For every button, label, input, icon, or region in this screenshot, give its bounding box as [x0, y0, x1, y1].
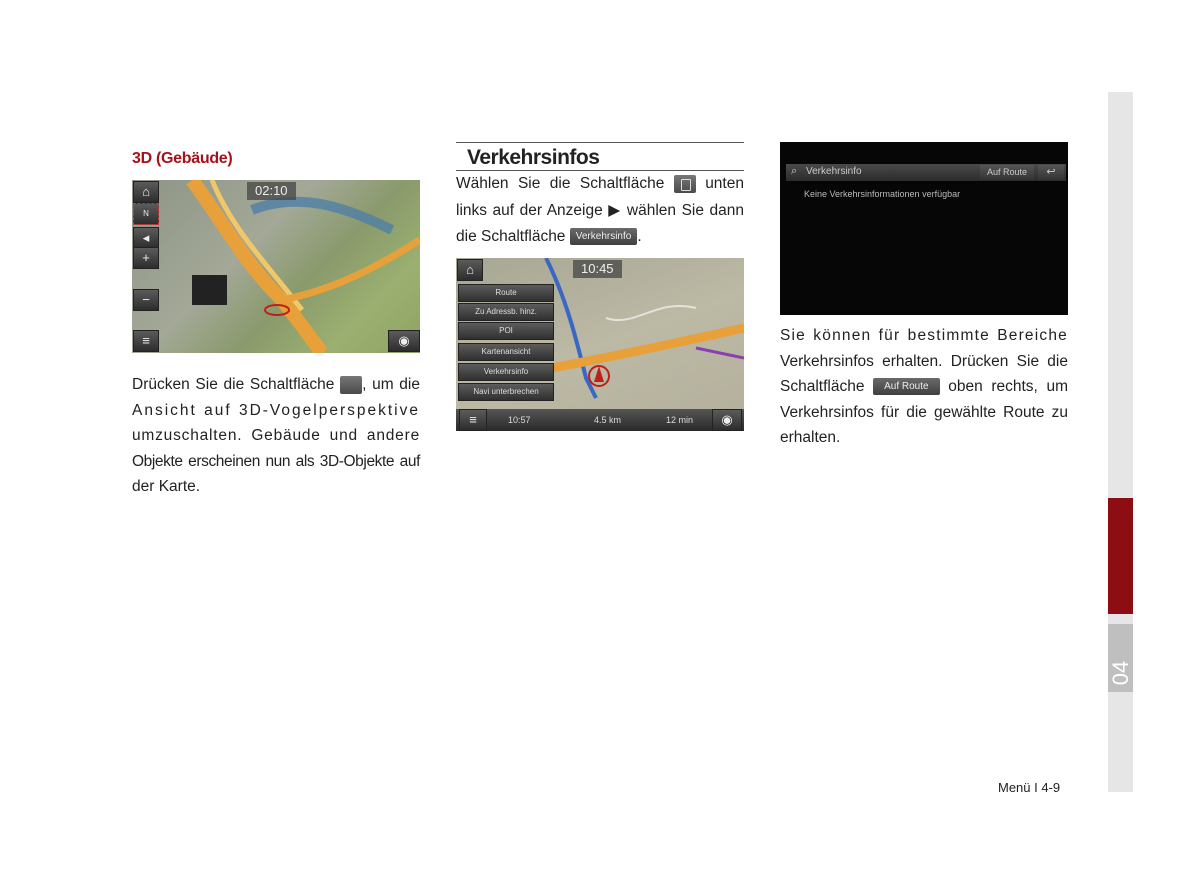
para-3d-line3: umzuschalten. Gebäude und andere [132, 427, 420, 444]
auf-route-button-image: Auf Route [873, 378, 939, 395]
screenshot-3d-map [132, 180, 420, 353]
para-rt-line1: Sie können für bestimmte Bereiche [780, 327, 1068, 344]
menu-item-add-addressbook[interactable]: Zu Adressb. hinz. [458, 303, 554, 321]
menu-list-icon[interactable]: ≡ [133, 330, 159, 352]
remaining-distance: 4.5 km [594, 415, 622, 425]
menu-item-kartenansicht[interactable]: Kartenansicht [458, 343, 554, 361]
para-vk-line2: links auf der Anzeige ▶ wählen Sie dann [456, 201, 744, 219]
volume-icon[interactable]: ◂ [133, 227, 159, 249]
page-footer: Menü I 4-9 [998, 780, 1061, 795]
para-verkehrsinfos [456, 171, 744, 249]
auf-route-button[interactable]: Auf Route [980, 165, 1034, 180]
home-icon[interactable]: ⌂ [133, 181, 159, 203]
para-3d-line1: Drücken Sie die Schaltfläche , um die [132, 376, 420, 393]
menu-list-icon[interactable]: ≡ [459, 409, 487, 431]
back-button[interactable]: ↩ [1038, 165, 1064, 180]
section-heading-verkehrsinfos [456, 142, 744, 171]
para-rt-line4: Verkehrsinfos für die gewählte Route zu [780, 403, 1068, 421]
nav-bottom-bar [456, 409, 744, 431]
section-heading-text: Verkehrsinfos [467, 146, 600, 169]
n-button-icon [340, 376, 362, 394]
para-rt-line5: erhalten. [780, 429, 841, 446]
para-rt-line3: Schaltfläche Auf Route oben rechts, um [780, 378, 1069, 395]
menu-item-navi-unterbrechen[interactable]: Navi unterbrechen [458, 383, 554, 401]
map-clock: 02:10 [247, 182, 296, 200]
arrival-time: 10:57 [508, 415, 531, 425]
para-rt-line2: Verkehrsinfos erhalten. Drücken Sie die [780, 352, 1068, 370]
verkehrsinfo-button-image: Verkehrsinfo [570, 228, 638, 245]
zoom-out-button[interactable]: − [133, 289, 159, 311]
destination-icon[interactable]: ◉ [388, 330, 420, 352]
section-heading-3d: 3D (Gebäude) [132, 150, 233, 167]
destination-icon[interactable]: ◉ [712, 409, 742, 431]
menu-item-route[interactable]: Route [458, 284, 554, 302]
list-button-icon [674, 175, 696, 193]
map2-clock: 10:45 [573, 260, 622, 278]
menu-item-verkehrsinfo[interactable]: Verkehrsinfo [458, 363, 554, 381]
screenshot-nav-menu [456, 258, 744, 431]
menu-item-poi[interactable]: POI [458, 322, 554, 340]
para-vk-line1: Wählen Sie die Schaltfläche unten [456, 175, 744, 192]
no-traffic-message: Keine Verkehrsinformationen verfügbar [804, 189, 961, 199]
para-vk-line3: die Schaltfläche Verkehrsinfo . [456, 227, 642, 245]
para-3d-line2: Ansicht auf 3D-Vogelperspektive [132, 401, 420, 419]
zoom-in-button[interactable]: + [133, 247, 159, 269]
verkehrsinfo-title: Verkehrsinfo [806, 166, 862, 177]
home-icon[interactable]: ⌂ [457, 259, 483, 281]
para-route [780, 323, 1068, 451]
verkehrsinfo-header [786, 164, 1066, 181]
side-tab-active [1108, 498, 1133, 614]
para-3d [132, 372, 420, 500]
remaining-duration: 12 min [666, 415, 694, 425]
search-icon: ⌕ [791, 165, 798, 177]
compass-n-button[interactable]: N [133, 203, 159, 225]
screenshot-verkehrsinfo-screen [780, 142, 1068, 315]
map-roads [132, 180, 420, 353]
para-3d-line4: Objekte erscheinen nun als 3D-Objekte auf [132, 452, 420, 470]
chapter-number: 04 [1108, 660, 1133, 686]
para-3d-line5: der Karte. [132, 478, 201, 495]
